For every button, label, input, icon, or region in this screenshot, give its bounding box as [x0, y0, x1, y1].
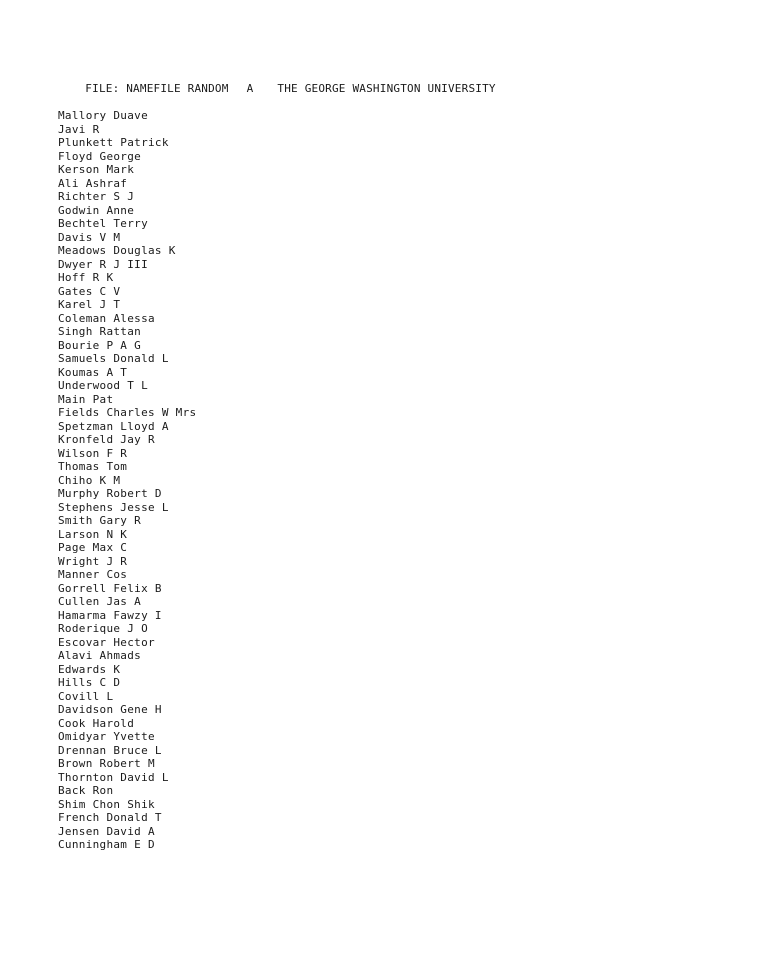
list-item: Davidson Gene H [58, 703, 162, 716]
name-list [58, 109, 196, 852]
list-item: Singh Rattan [58, 325, 142, 338]
list-item: Davis V M [58, 230, 121, 244]
list-item: Cullen Jas A [58, 595, 142, 608]
institution-name: THE GEORGE WASHINGTON UNIVERSITY [277, 82, 496, 95]
list-item: Koumas A T [58, 365, 128, 379]
list-item: Alavi Ahmads [58, 649, 142, 662]
list-item: Meadows Douglas K [58, 244, 176, 257]
list-item: Brown Robert M [58, 757, 155, 770]
list-item: Underwood T L [58, 379, 148, 392]
list-item: Manner Cos [58, 568, 128, 581]
list-item: Mallory Duave [58, 109, 148, 122]
file-label: FILE: NAMEFILE RANDOM [85, 82, 229, 95]
list-item: Dwyer R J III [58, 257, 148, 271]
list-item: Hoff R K [58, 271, 114, 284]
list-item: Thomas Tom [58, 460, 128, 473]
list-item: Shim Chon Shik [58, 797, 155, 811]
list-item: Murphy Robert D [58, 487, 162, 500]
list-item: Bechtel Terry [58, 217, 148, 230]
list-item: Page Max C [58, 541, 128, 554]
list-item: Godwin Anne [58, 203, 135, 217]
list-item: Bourie P A G [58, 338, 142, 352]
list-item: Javi R [58, 122, 100, 136]
list-item: Covill L [58, 689, 114, 703]
list-item: Omidyar Yvette [58, 730, 155, 743]
list-item: Hamarma Fawzy I [58, 608, 162, 622]
list-item: Escovar Hector [58, 635, 155, 649]
list-item: Kronfeld Jay R [58, 433, 155, 446]
list-item: Stephens Jesse L [58, 500, 169, 514]
list-item: Karel J T [58, 298, 121, 311]
list-item: Edwards K [58, 662, 121, 676]
list-item: Cunningham E D [58, 838, 155, 851]
list-item: Samuels Donald L [58, 352, 169, 365]
file-header [58, 68, 496, 110]
list-item: Thornton David L [58, 770, 169, 784]
list-item: Coleman Alessa [58, 311, 155, 325]
list-item: Wilson F R [58, 446, 128, 460]
list-item: Cook Harold [58, 716, 135, 730]
list-item: Kerson Mark [58, 163, 135, 176]
list-item: Roderique J O [58, 622, 148, 635]
list-item: Ali Ashraf [58, 176, 128, 190]
list-item: Fields Charles W Mrs [58, 406, 197, 419]
list-item: Drennan Bruce L [58, 743, 162, 757]
list-item: Gorrell Felix B [58, 581, 162, 595]
list-item: Smith Gary R [58, 514, 142, 527]
list-item: Plunkett Patrick [58, 136, 169, 149]
list-item: Back Ron [58, 784, 114, 797]
list-item: Wright J R [58, 554, 128, 568]
list-item: Chiho K M [58, 473, 121, 487]
list-item: Richter S J [58, 190, 135, 203]
list-item: Hills C D [58, 676, 121, 689]
list-item: Spetzman Lloyd A [58, 419, 169, 433]
list-item: Larson N K [58, 527, 128, 541]
list-item: Main Pat [58, 392, 114, 406]
list-item: Floyd George [58, 149, 142, 163]
section-letter: A [246, 82, 254, 95]
list-item: French Donald T [58, 811, 162, 824]
list-item: Gates C V [58, 284, 121, 298]
list-item: Jensen David A [58, 824, 155, 838]
